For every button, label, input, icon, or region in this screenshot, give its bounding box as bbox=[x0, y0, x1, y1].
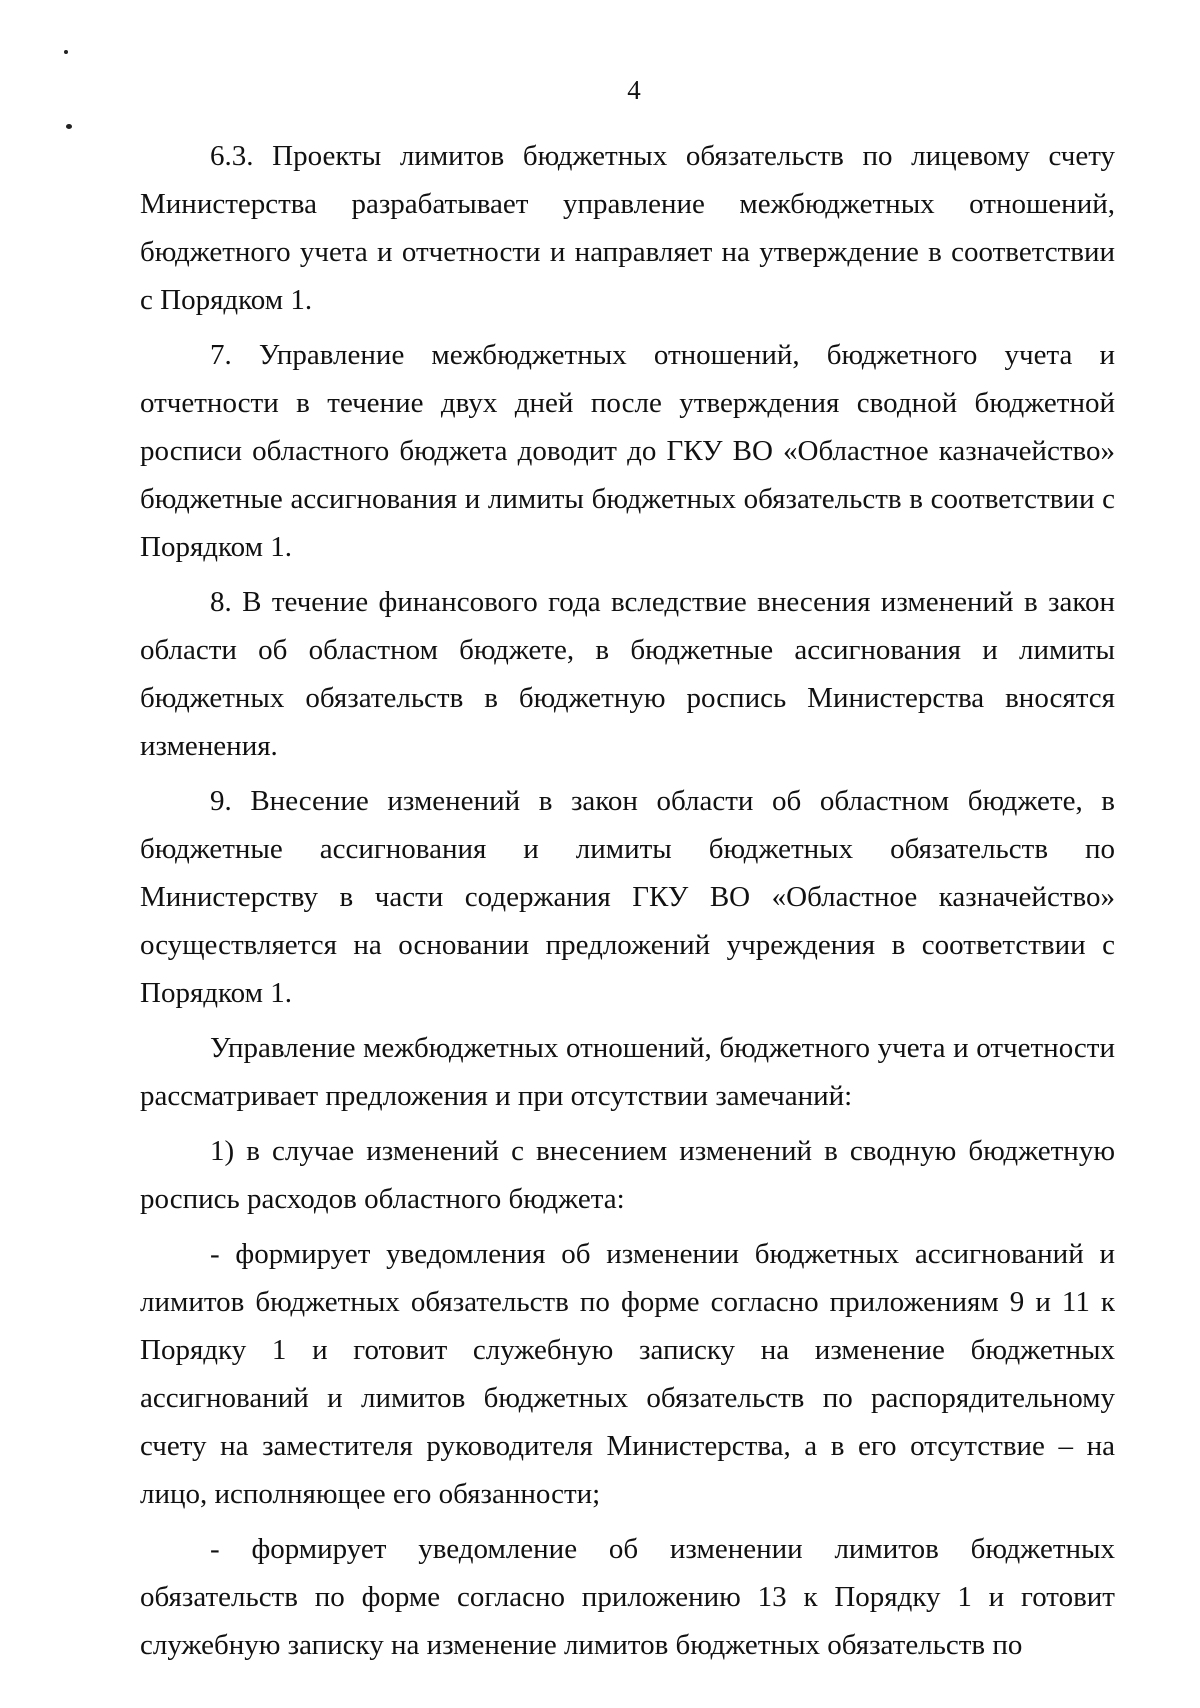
paragraph-bullet-1: - формирует уведомления об изменении бюджетных ассигнований и лимитов бюджетных обязательств по форме согласно приложениям 9 и 11 к Порядку 1 и готовит служебную записку на изменение бюджетных ассигнований и лимитов бюджетных обязательств по распорядительному счету на заместителя руководителя Министерства, а в его отсутствие – на лицо, исполняющее его обязанности; bbox=[140, 1238, 1115, 1510]
paragraph-review: Управление межбюджетных отношений, бюджетного учета и отчетности рассматривает предложения и при отсутствии замечаний: bbox=[140, 1032, 1115, 1112]
paragraph-8: 8. В течение финансового года вследствие внесения изменений в закон области об областном бюджете, в бюджетные ассигнования и лимиты бюджетных обязательств в бюджетную роспись Министерства вносятся изменения. bbox=[140, 586, 1115, 762]
paragraph-bullet-2: - формирует уведомление об изменении лимитов бюджетных обязательств по форме согласно приложению 13 к Порядку 1 и готовит служебную записку на изменение лимитов бюджетных обязательств по bbox=[140, 1533, 1115, 1661]
page-number: 4 bbox=[627, 75, 641, 105]
paragraph-9: 9. Внесение изменений в закон области об областном бюджете, в бюджетные ассигнования и лимиты бюджетных обязательств по Министерству в части содержания ГКУ ВО «Областное казначейство» осуществляется на основании предложений учреждения в соответствии с Порядком 1. bbox=[140, 785, 1115, 1009]
scan-speck bbox=[64, 50, 68, 54]
paragraph-6-3: 6.3. Проекты лимитов бюджетных обязательств по лицевому счету Министерства разрабатывает управление межбюджетных отношений, бюджетного учета и отчетности и направляет на утверждение в соответствии с Порядком 1. bbox=[140, 140, 1115, 316]
scan-speck bbox=[66, 124, 72, 129]
paragraph-item-1: 1) в случае изменений с внесением изменений в сводную бюджетную роспись расходов областного бюджета: bbox=[140, 1135, 1115, 1215]
paragraph-7: 7. Управление межбюджетных отношений, бюджетного учета и отчетности в течение двух дней после утверждения сводной бюджетной росписи областного бюджета доводит до ГКУ ВО «Областное казначейство» бюджетные ассигнования и лимиты бюджетных обязательств в соответствии с Порядком 1. bbox=[140, 339, 1115, 563]
document-body bbox=[140, 132, 1115, 1669]
